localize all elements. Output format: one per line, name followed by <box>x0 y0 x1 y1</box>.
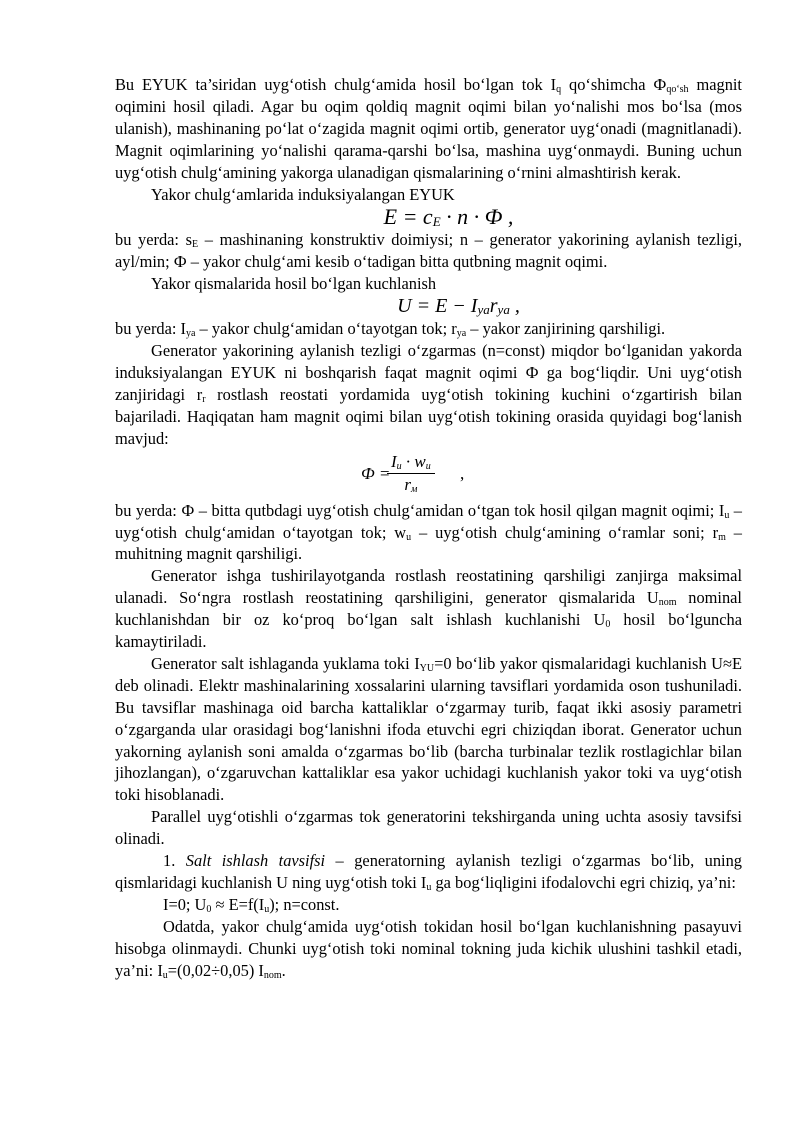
subscript: nom <box>658 597 677 609</box>
text-run: – mashinaning konstruktiv doimiysi; n – generator yakorining aylanish tezligi, ayl/min; Ф – yakor chulg‘ami kesib o‘tadigan bitta qutbning magnit oqimi. <box>115 230 742 272</box>
text-run: Generator yakorining aylanish tezligi o‘zgarmas (n=const) miqdor bo‘lganidan yakorda induksiyalangan EYUK ni boshqarish faqat magnit oqimi Ф ga bog‘liqdir. Uni uyg‘otish zanjiridagi r <box>115 341 742 404</box>
fraction <box>387 452 435 496</box>
subscript: r <box>202 393 206 405</box>
text-run: . <box>281 960 286 980</box>
text-run: Bu EYUK ta’siridan uyg‘otish chulg‘amida hosil bo‘lgan tok I <box>115 75 557 94</box>
subscript: qo‘sh <box>666 84 689 95</box>
text-run: ≈ E=f(I <box>211 894 265 914</box>
fraction-numerator <box>387 452 435 474</box>
equation-text: · w <box>401 451 426 471</box>
subscript: ya <box>456 328 467 340</box>
equation-text: E = c <box>383 204 433 230</box>
text-run: – muhitning magnit qarshiligi. <box>115 522 743 564</box>
subscript: 0 <box>605 619 611 631</box>
text-run: =0 bo‘lib yakor qismalaridagi kuchlanish U≈E deb olinadi. Elektr mashinalarining xossalarini ularning tavsiflari yordamida oson tushuniladi. Bu tavsiflar mashinaga oid barcha kattaliklar o‘zgarmay turib, faqat ikki asosiy parametri o‘zgarganda ular orasidagi bog‘lanishni ifoda etuvchi egri chiziqdan iborat. Generator uchun yakorning aylanish soni amalda o‘zgarmas bo‘lib (barcha turbinalar tezlik rostlagichlar bilan jihozlangan), o‘zgaruvchan kattaliklar esa yakor uchidagi kuchlanish yakor toki va uyg‘otish toki hisoblanadi. <box>115 653 742 805</box>
text-run: bu yerda: s <box>115 230 192 250</box>
paragraph-excitation-current <box>115 916 742 982</box>
subscript: u <box>396 460 402 472</box>
text-run: hosil bo‘lguncha kamaytiriladi. <box>115 610 742 652</box>
subscript: u <box>426 882 432 893</box>
subscript: ya <box>497 302 510 318</box>
subscript: 0 <box>206 903 212 915</box>
equation-text: , <box>509 295 520 318</box>
paragraph-no-load <box>115 653 742 806</box>
text-run: nominal kuchlanishdan bir oz ko‘proq bo‘lgan salt ishlash kuchlanishi U <box>115 588 742 630</box>
subscript: m <box>718 531 726 543</box>
subscript: u <box>162 969 168 981</box>
paragraph-flux-definitions <box>115 500 742 566</box>
paragraph-no-load-characteristic <box>115 850 742 894</box>
paragraph-voltage-definitions <box>115 318 742 340</box>
page-content <box>115 74 742 982</box>
text-run: – uyg‘otish chulg‘amining o‘ramlar soni; r <box>411 522 719 542</box>
paragraph-terminal-voltage: Yakor qismalarida hosil bo‘lgan kuchlanish <box>151 274 437 294</box>
text-run: qo‘shimcha Ф <box>561 75 667 94</box>
subscript: E <box>192 239 199 251</box>
subscript: nom <box>263 969 282 981</box>
text-run: Odatda, yakor chulg‘amida uyg‘otish tokidan hosil bo‘lgan kuchlanishning pasayuvi hisobga olinmaydi. Chunki uyg‘otish toki nominal tokning juda kichik ulushini tashkil etadi, ya’ni: I <box>115 916 742 980</box>
text-run: rostlash reostati yordamida uyg‘otish tokining kuchini o‘zgartirish bilan bajariladi. Haqiqatan ham magnit oqimi bilan uyg‘otish tokining orasida quyidagi bog‘lanish mavjud: <box>115 384 743 448</box>
equation-text: I <box>391 451 397 471</box>
paragraph-emf-control <box>115 340 742 450</box>
text-run: =(0,02÷0,05) I <box>167 960 264 980</box>
equation-no-load-condition <box>115 894 742 916</box>
paragraph-characteristics: Parallel uyg‘otishli o‘zgarmas tok generatorini tekshirganda uning uchta asosiy tavsifsi olinadi. <box>115 807 742 849</box>
text-run: – yakor chulg‘amidan o‘tayotgan tok; r <box>195 319 457 339</box>
subscript: q <box>556 84 562 95</box>
subscript: E <box>432 214 441 230</box>
text-run: – generatorning aylanish tezligi o‘zgarmas bo‘lib, uning qismlaridagi kuchlanish U ning uyg‘otish toki I <box>115 851 743 892</box>
equation-text: r <box>489 295 498 318</box>
text-run: Generator salt ishlaganda yuklama toki I <box>151 653 420 673</box>
text-run: Generator ishga tushirilayotganda rostlash reostatining qarshiligi zanjirga maksimal ulanadi. So‘ngra rostlash reostatining qarshiligini, generator qismalarida U <box>115 566 742 608</box>
paragraph-generator-startup <box>115 565 742 653</box>
subscript: u <box>406 531 412 543</box>
paragraph-excitation-flux <box>115 74 742 184</box>
fraction-denominator <box>387 474 435 496</box>
equation-text: r <box>404 474 411 494</box>
subscript: YU <box>419 662 435 674</box>
text-run: bu yerda: I <box>115 319 186 339</box>
text-run: I=0; U <box>163 894 207 914</box>
equation-voltage <box>115 295 742 318</box>
text-run: bu yerda: Ф – bitta qutbdagi uyg‘otish chulg‘amidan o‘tgan tok hosil qilgan magnit oqimi; I <box>115 500 725 520</box>
subscript: ya <box>186 328 196 340</box>
equation-text: · n · Ф , <box>440 204 514 230</box>
characteristic-title: Salt ishlash tavsifsi <box>185 851 326 871</box>
list-number: 1. <box>163 851 186 871</box>
subscript: u <box>264 903 270 915</box>
equation-lhs: Ф = <box>361 463 391 483</box>
equation-comma: , <box>460 463 465 483</box>
text-run: ga bog‘liqligini ifodalovchi egri chiziq, ya’ni: <box>431 873 736 892</box>
subscript: u <box>425 460 431 472</box>
equation-emf <box>115 205 742 229</box>
text-run: magnit oqimini hosil qiladi. Agar bu oqim qoldiq magnit oqimi bilan yo‘nalishi mos bo‘lsa (mos ulanish), mashinaning po‘lat o‘zagida magnit oqimi ortib, generator uyg‘onadi (magnitlanadi). Magnit oqimlarining yo‘nalishi qarama-qarshi bo‘lsa, mashina uyg‘onmaydi. Buning uchun uyg‘otish chulg‘amining yakorga ulanadigan qismalarining o‘rnini almashtirish kerak. <box>115 75 742 182</box>
text-run: ); n=const. <box>269 894 340 914</box>
subscript: ya <box>477 302 490 318</box>
subscript: u <box>724 509 730 521</box>
text-run: – uyg‘otish chulg‘amidan o‘tayotgan tok; w <box>115 500 742 542</box>
equation-flux <box>115 450 742 500</box>
subscript: м <box>411 483 418 495</box>
paragraph-induced-emf: Yakor chulg‘amlarida induksiyalangan EYUK <box>151 184 455 204</box>
text-run: – yakor zanjirining qarshiligi. <box>466 319 666 339</box>
paragraph-emf-definitions <box>115 229 742 273</box>
equation-text: U = E − I <box>397 295 478 318</box>
